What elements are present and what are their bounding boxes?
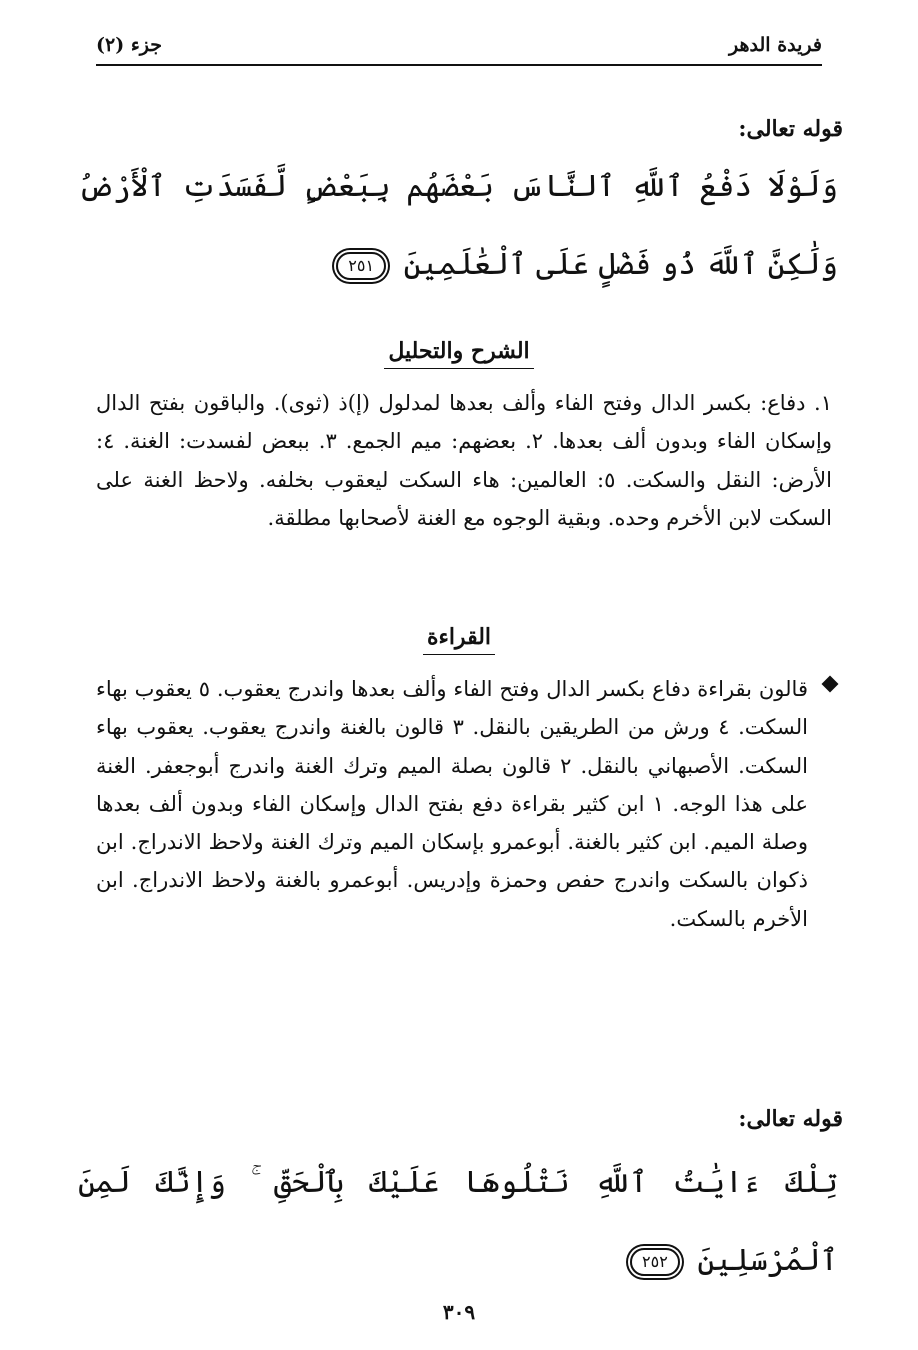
part-indicator: جزء (٢) — [96, 34, 162, 56]
verse-text-2: تِلْكَ ءَايَٰتُ ٱللَّهِ نَتْلُوهَا عَلَيْكَ بِٱلْحَقِّ ۚ وَإِنَّكَ لَمِنَ ٱلْمُرْسَلِينَ — [78, 1165, 838, 1278]
commentary-paragraph: ١. دفاع: بكسر الدال وفتح الفاء وألف بعدها لمدلول (إ)ذ (ثوى). والباقون بفتح الدال وإسكان الفاء وبدون ألف بعدها. ٢. بعضهم: ميم الجمع. ٣. ببعض لفسدت: الغنة. ٤: الأرض: النقل والسكت. ٥: العالمين: هاء السكت ليعقوب بخلفه. ولاحظ الغنة على السكت لابن الأخرم وحده. وبقية الوجوه مع الغنة لأصحابها مطلقة. — [96, 391, 832, 530]
reading-title: القراءة — [423, 624, 495, 655]
page-header — [96, 30, 822, 66]
book-title: فريدة الدهر — [729, 34, 822, 56]
verse-text: وَلَوْلَا دَفْعُ ٱللَّهِ ٱلنَّاسَ بَعْضَهُم بِبَعْضٍ لَّفَسَدَتِ ٱلْأَرْضُ وَلَٰكِنَّ ٱللَّهَ ذُو فَضْلٍ عَلَى ٱلْعَٰلَمِينَ — [78, 169, 838, 282]
reading-block — [96, 670, 808, 938]
quran-verse-251 — [78, 148, 838, 304]
verse-intro-label-2: قوله تعالى: — [738, 1106, 843, 1132]
commentary-heading — [0, 338, 918, 364]
quran-verse-252 — [78, 1144, 838, 1300]
commentary-title: الشرح والتحليل — [384, 338, 533, 369]
ayah-number-badge: ٢٥١ — [336, 252, 386, 280]
verse-intro-label: قوله تعالى: — [738, 116, 843, 142]
diamond-bullet-icon — [822, 676, 839, 693]
reading-heading — [0, 624, 918, 650]
ayah-number-badge-2: ٢٥٢ — [630, 1248, 680, 1276]
page-number: ٣٠٩ — [442, 1300, 476, 1324]
reading-paragraph: قالون بقراءة دفاع بكسر الدال وفتح الفاء وألف بعدها واندرج يعقوب. ٥ يعقوب بهاء السكت. ٤ ورش من الطريقين بالنقل. ٣ قالون بالغنة واندرج يعقوب. يعقوب بهاء السكت. الأصبهاني بالنقل. ٢ قالون بصلة الميم وترك الغنة واندرج أبوجعفر. الغنة على هذا الوجه. ١ ابن كثير بقراءة دفع بفتح الدال وإسكان الفاء وبدون ألف بعدها وصلة الميم. ابن كثير بالغنة. أبوعمرو بإسكان الميم وترك الغنة ولاحظ الاندراج. ابن ذكوان بالسكت واندرج حفص وحمزة وإدريس. أبوعمرو بالغنة ولاحظ الاندراج. ابن الأخرم بالسكت. — [96, 677, 808, 931]
